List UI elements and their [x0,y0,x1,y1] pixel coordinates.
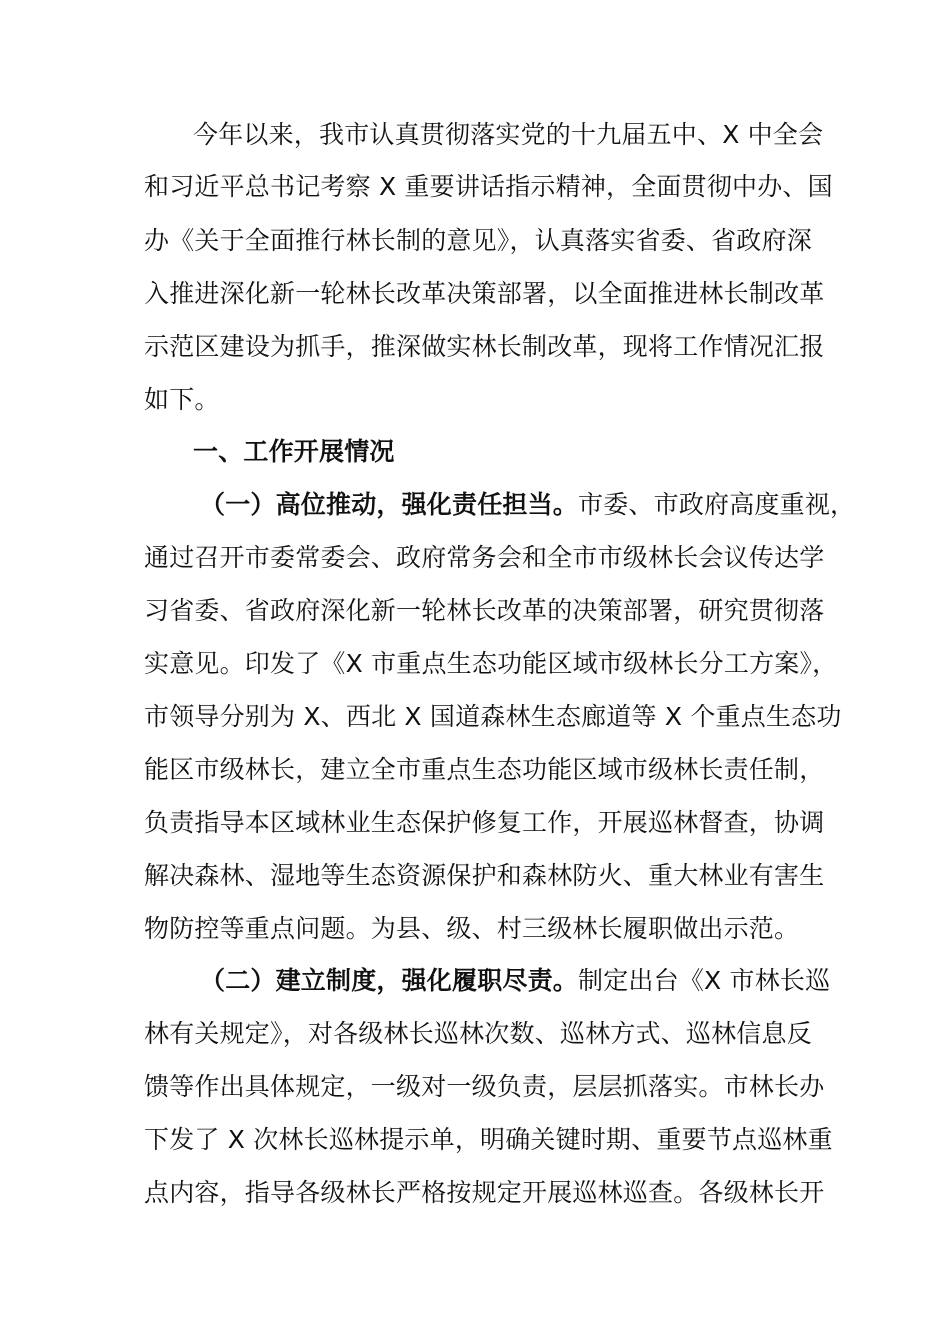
intro-line: 今年以来，我市认真贯彻落实党的十九届五中、X 中全会 [193,120,824,149]
paragraph-line: 通过召开市委常委会、政府常务会和全市市级林长会议传达学 [144,543,825,572]
intro-line: 如下。 [144,385,220,414]
intro-line: 和习近平总书记考察 X 重要讲话指示精神，全面贯彻中办、国 [144,172,833,201]
paragraph-line: 解决森林、湿地等生态资源保护和森林防火、重大林业有害生 [144,861,825,890]
paragraph-line: 习省委、省政府深化新一轮林长改革的决策部署，研究贯彻落 [144,596,825,625]
paragraph-text: 制定出台《X 市林长巡 [578,966,831,995]
paragraph-line: 物防控等重点问题。为县、级、村三级林长履职做出示范。 [144,914,800,943]
paragraph-line: 点内容，指导各级林长严格按规定开展巡林巡查。各级林长开 [144,1178,825,1207]
paragraph-line: 能区市级林长，建立全市重点生态功能区域市级林长责任制， [144,755,825,784]
paragraph-line: 林有关规定》，对各级林长巡林次数、巡林方式、巡林信息反 [144,1019,812,1048]
intro-line: 办《关于全面推行林长制的意见》，认真落实省委、省政府深 [144,226,812,255]
paragraph-line: 负责指导本区域林业生态保护修复工作，开展巡林督查，协调 [144,808,825,837]
paragraph-line: 下发了 X 次林长巡林提示单，明确关键时期、重要节点巡林重 [144,1125,833,1154]
subsection-heading: （一）高位推动，强化责任担当。 [200,490,579,519]
paragraph-line: 馈等作出具体规定，一级对一级负责，层层抓落实。市林长办 [144,1072,825,1101]
intro-line: 入推进深化新一轮林长改革决策部署，以全面推进林长制改革 [144,279,825,308]
intro-line: 示范区建设为抓手，推深做实林长制改革，现将工作情况汇报 [144,332,825,361]
paragraph-line: 市领导分别为 X、西北 X 国道森林生态廊道等 X 个重点生态功 [144,702,842,731]
subsection-first-line [200,961,831,1001]
subsection-heading: （二）建立制度，强化履职尽责。 [200,966,579,995]
paragraph-line: 实意见。印发了《X 市重点生态功能区域市级林长分工方案》， [144,649,838,678]
subsection-first-line [200,485,856,525]
paragraph-text: 市委、市政府高度重视， [578,490,856,519]
section-heading: 一、工作开展情况 [193,437,395,466]
